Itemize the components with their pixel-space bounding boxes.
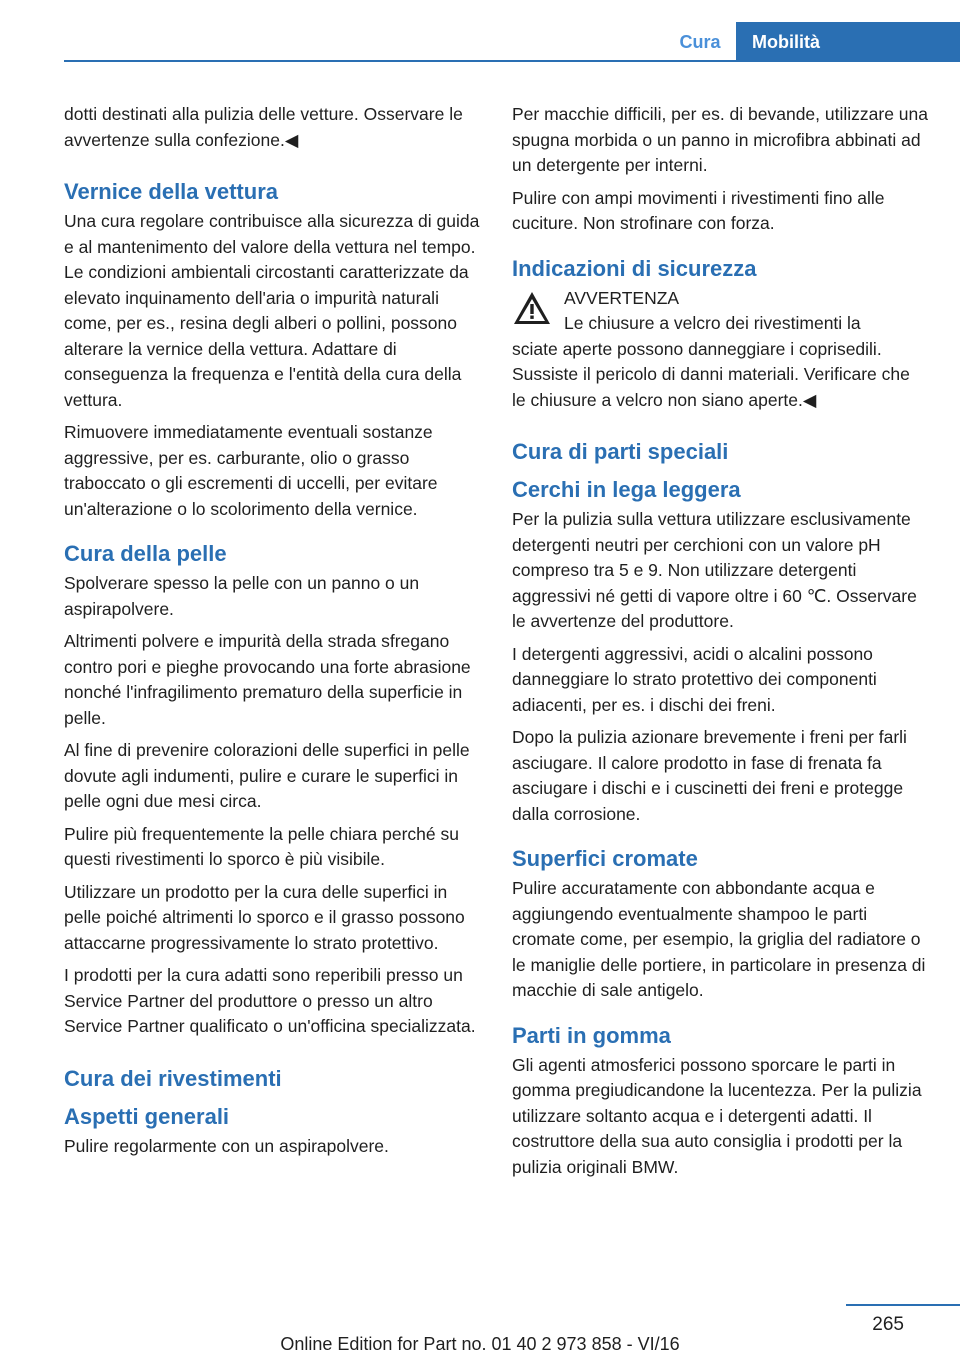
page-number: 265 [872,1314,904,1335]
heading-cerchi: Cerchi in lega leggera [512,477,741,502]
edition-label: Online Edition for Part no. 01 40 2 973 858 - VI/16 [280,1334,680,1354]
paragraph: Utilizzare un prodotto per la cura delle superfici in pelle poiché altrimenti lo sporco e il grasso possono attaccarne progressivamente lo strato protettivo. [64,881,465,953]
paragraph: Pulire con ampi movimenti i rivestimenti fino alle cuciture. Non strofinare con forza. [512,187,885,233]
paragraph: Per macchie difficili, per es. di bevande, utilizzare una spugna morbida o un panno in microfibra abbinati ad un detergente per interni. [512,104,929,175]
warning-icon [512,290,552,326]
heading-cromate: Superfici cromate [512,846,698,871]
paragraph: I prodotti per la cura adatti sono reperibili presso un Service Partner del produttore o presso un altro Service Partner qualificato o un'officina specializzata. [64,965,476,1036]
paragraph: Al fine di prevenire colorazioni delle superfici in pelle dovute agli indumenti, pulire e curare le superfici in pelle ogni due mesi circa. [64,740,470,811]
tab-mobilita[interactable]: Mobilità [736,22,960,60]
footer-rule [846,1304,960,1306]
heading-sicurezza: Indicazioni di sicurezza [512,255,757,281]
paragraph: Pulire più frequentemente la pelle chiara perché su questi rivestimenti lo sporco è più visibile. [64,823,459,869]
paragraph: Rimuovere immediatamente eventuali sostanze aggressive, per es. carburante, olio o grasso traboccato o gli escrementi di uccelli, per evitare un'alterazione o lo scolorimento della vernice. [64,422,438,519]
tab-cura[interactable]: Cura [679,32,721,52]
right-column [512,102,928,1187]
paragraph: Pulire accuratamente con abbondante acqua e aggiungendo eventualmente shampoo le parti cromate come, per esempio, la griglia del radiatore o le maniglie delle portiere, in particolare in presenza di macchie di sale antigelo. [512,878,926,1000]
paragraph: Spolverare spesso la pelle con un panno o un aspirapolvere. [64,573,420,619]
heading-parti-speciali: Cura di parti speciali [512,439,729,464]
paragraph: Per la pulizia sulla vettura utilizzare esclusivamente detergenti neutri per cerchioni con un valore pH compreso tra 5 e 9. Non utilizzare detergenti aggressivi né getti di vapore oltre i 60 ℃. Osservare le avvertenze del produttore. [512,509,917,631]
paragraph: Dopo la pulizia azionare brevemente i freni per farli asciugare. Il calore prodotto in fase di frenata fa asciugare i dischi e i cuscinetti dei freni e protegge dalla corrosione. [512,727,907,824]
warning-box [512,286,928,414]
heading-vernice: Vernice della vettura [64,179,278,204]
warning-title: AVVERTENZA [564,287,680,308]
page-header [0,0,960,62]
header-rule [64,60,960,62]
warning-text: sciate aperte possono danneggiare i coprisedili. Sussiste il pericolo di danni materiali. Verificare che le chiusure a velcro non siano aperte.◀ [512,338,910,410]
paragraph: Altrimenti polvere e impurità della strada sfregano contro pori e pieghe provocando una forte abrasione nonché l'infragilimento prematuro della superficie in pelle. [64,631,471,728]
paragraph: I detergenti aggressivi, acidi o alcalini possono danneggiare lo strato protettivo dei componenti adiacenti, per es. i dischi dei freni. [512,643,877,715]
paragraph: dotti destinati alla pulizia delle vetture. Osservare le avvertenze sulla confezione.◀ [64,104,463,150]
heading-aspetti-generali: Aspetti generali [64,1103,230,1129]
paragraph: Una cura regolare contribuisce alla sicurezza di guida e al mantenimento del valore della vettura nel tempo. Le condizioni ambientali circostanti caratterizzate da elevato inquinamento dell'aria o impurità naturali come, per es., resina degli alberi o pollini, possono alterare la vernice della vettura. Adattare di conseguenza la frequenza e l'entità della cura della vettura. [64,211,480,410]
left-column [64,102,480,1166]
paragraph: Pulire regolarmente con un aspirapolvere. [64,1135,389,1156]
warning-text-line: Le chiusure a velcro dei rivestimenti la [564,313,861,333]
paragraph: Gli agenti atmosferici possono sporcare le parti in gomma pregiudicandone la lucentezza. Per la pulizia utilizzare soltanto acqua e i detergenti adatti. Il costruttore della sua auto consiglia i prodotti per la pulizia originali BMW. [512,1054,922,1177]
heading-rivestimenti: Cura dei rivestimenti [64,1065,282,1091]
heading-pelle: Cura della pelle [64,541,227,566]
heading-gomma: Parti in gomma [512,1022,671,1048]
